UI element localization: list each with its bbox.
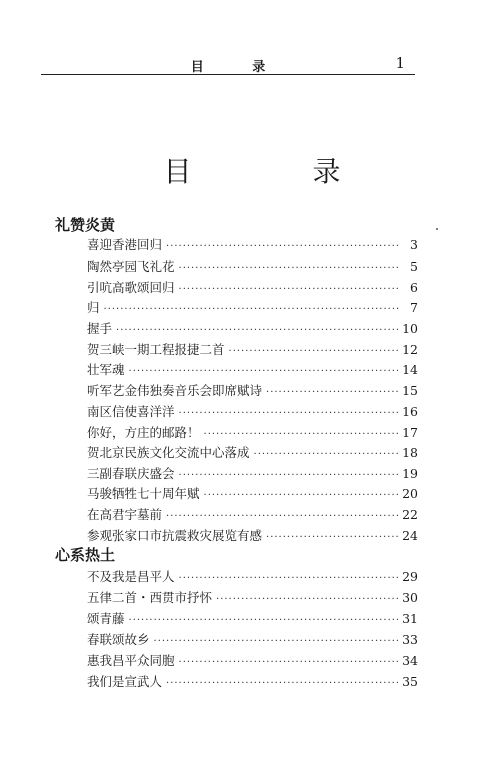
entry-page: 16 [402, 404, 418, 419]
entry-page: 6 [410, 280, 418, 295]
page-number: 1 [395, 54, 405, 72]
dot-leader [154, 636, 399, 647]
entry-page: 35 [402, 674, 418, 689]
entry-title: 握手 [87, 321, 113, 336]
entry-page: 19 [402, 466, 418, 481]
entry-title: 壮军魂 [87, 362, 125, 377]
toc-entry[interactable] [87, 484, 418, 503]
entry-page: 7 [410, 300, 418, 315]
dot-leader [129, 366, 399, 377]
dot-leader [104, 304, 400, 315]
dot-leader [179, 408, 399, 419]
entry-title: 喜迎香港回归 [87, 237, 163, 252]
toc-entry[interactable] [87, 423, 418, 442]
entry-page: 12 [402, 342, 418, 357]
entry-page: 20 [402, 486, 418, 501]
entry-page: 34 [402, 653, 418, 668]
entry-title: 我们是宣武人 [87, 674, 163, 689]
toc-title: 目 录 [163, 155, 397, 188]
toc-entry[interactable] [87, 672, 418, 691]
dot-leader [166, 511, 398, 522]
toc-entry[interactable] [87, 235, 418, 254]
entry-page: 18 [402, 445, 418, 460]
toc-entry[interactable] [87, 567, 418, 586]
entry-title: 在高君宇墓前 [87, 507, 163, 522]
toc-entry[interactable] [87, 526, 418, 545]
entry-title: 南区信使喜洋洋 [87, 404, 175, 419]
toc-entry[interactable] [87, 402, 418, 421]
section-heading: 礼赞炎黄 [55, 216, 116, 234]
entry-page: 31 [402, 611, 418, 626]
toc-entry[interactable] [87, 340, 418, 359]
entry-title: 归 [87, 300, 100, 315]
toc-entry[interactable] [87, 630, 418, 649]
entry-page: 3 [410, 237, 418, 252]
dot-leader [204, 429, 399, 440]
toc-entry[interactable] [87, 319, 418, 338]
entry-title: 你好，方庄的邮路！ [87, 425, 200, 440]
entry-page: 17 [402, 425, 418, 440]
entry-page: 5 [410, 259, 418, 274]
toc-entry[interactable] [87, 381, 418, 400]
dot-leader [166, 678, 398, 689]
toc-entry[interactable] [87, 464, 418, 483]
toc-entry[interactable] [87, 505, 418, 524]
toc-entry[interactable] [87, 298, 418, 317]
running-header [41, 52, 415, 75]
toc-entry[interactable] [87, 278, 418, 297]
toc-entry[interactable] [87, 443, 418, 462]
dot-leader [166, 241, 400, 252]
toc-entry[interactable] [87, 609, 418, 628]
dot-leader [129, 615, 399, 626]
entry-title: 贺三峡一期工程报捷二首 [87, 342, 225, 357]
entry-title: 听军艺金伟独奏音乐会即席赋诗 [87, 383, 263, 398]
entry-page: 29 [402, 569, 418, 584]
toc-entry[interactable] [87, 651, 418, 670]
entry-page: 24 [402, 528, 418, 543]
entry-title: 引吭高歌颂回归 [87, 280, 175, 295]
dot-leader [179, 263, 400, 274]
entry-title: 五律二首・西贯市抒怀 [87, 590, 213, 605]
dot-leader [266, 387, 398, 398]
toc-entry[interactable] [87, 257, 418, 276]
entry-page: 14 [402, 362, 418, 377]
dot-leader [116, 325, 398, 336]
dot-leader [179, 284, 400, 295]
entry-title: 参观张家口市抗震救灾展览有感 [87, 528, 263, 543]
dot-leader [179, 657, 399, 668]
entry-page: 22 [402, 507, 418, 522]
entry-title: 春联颂故乡 [87, 632, 150, 647]
entry-title: 陶然亭园飞礼花 [87, 259, 175, 274]
dot-leader [266, 532, 398, 543]
running-title: 目 录 [190, 60, 288, 75]
print-speck [436, 228, 438, 230]
section-heading: 心系热土 [55, 546, 116, 564]
entry-title: 马骏牺牲七十周年赋 [87, 486, 200, 501]
entry-title: 惠我昌平众同胞 [87, 653, 175, 668]
entry-page: 15 [402, 383, 418, 398]
dot-leader [229, 346, 399, 357]
entry-page: 10 [402, 321, 418, 336]
entry-title: 不及我是昌平人 [87, 569, 175, 584]
entry-page: 30 [402, 590, 418, 605]
dot-leader [179, 573, 399, 584]
entry-page: 33 [402, 632, 418, 647]
entry-title: 三副春联庆盛会 [87, 466, 175, 481]
dot-leader [254, 449, 399, 460]
toc-entry[interactable] [87, 360, 418, 379]
entry-title: 颂青藤 [87, 611, 125, 626]
entry-title: 贺北京民族文化交流中心落成 [87, 445, 250, 460]
dot-leader [179, 470, 399, 481]
dot-leader [216, 594, 398, 605]
dot-leader [204, 490, 399, 501]
toc-entry[interactable] [87, 588, 418, 607]
